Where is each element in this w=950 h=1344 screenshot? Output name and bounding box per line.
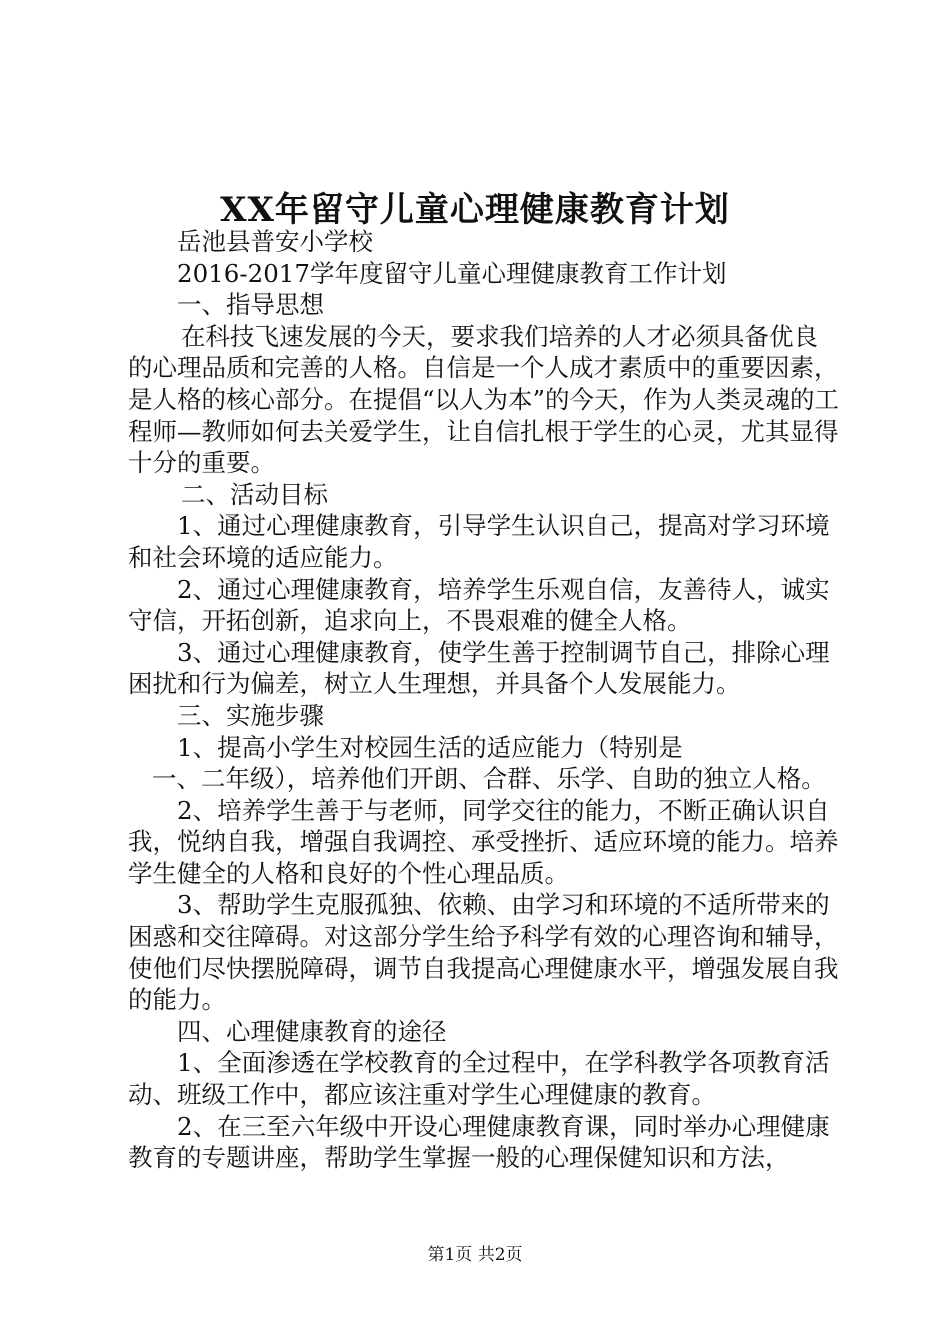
school-name: 岳池县普安小学校 xyxy=(177,227,373,256)
paragraph-guiding-thought: 在科技飞速发展的今天，要求我们培养的人才必须具备优良的心理品质和完善的人格。自信是一个人成才素质中的重要因素，是人格的核心部分。在提倡“以人为本”的今天，作为人类灵魂的工程师—教师如何去关爱学生，让自信扎根于学生的心灵，尤其显得十分的重要。 xyxy=(128,321,840,478)
goal-item-2: 2、通过心理健康教育，培养学生乐观自信，友善待人，诚实守信，开拓创新，追求向上，不畏艰难的健全人格。 xyxy=(128,574,830,636)
step-item-1: 1、提高小学生对校园生活的适应能力（特别是 xyxy=(177,732,683,762)
section-heading-4: 四、心理健康教育的途径 xyxy=(177,1016,447,1046)
goal-item-3: 3、通过心理健康教育，使学生善于控制调节自己，排除心理困扰和行为偏差，树立人生理想，并具备个人发展能力。 xyxy=(128,637,830,699)
section-heading-2: 二、活动目标 xyxy=(181,479,328,509)
approach-item-1: 1、全面渗透在学校教育的全过程中，在学科教学各项教育活动、班级工作中，都应该注重对学生心理健康的教育。 xyxy=(128,1048,830,1110)
approach-item-2: 2、在三至六年级中开设心理健康教育课，同时举办心理健康教育的专题讲座，帮助学生掌握一般的心理保健知识和方法， xyxy=(128,1111,830,1173)
step-item-2: 2、培养学生善于与老师，同学交往的能力，不断正确认识自我，悦纳自我，增强自我调控、承受挫折、适应环境的能力。培养学生健全的人格和良好的个性心理品质。 xyxy=(128,795,839,888)
page-number: 第1页 共2页 xyxy=(427,1245,523,1265)
plan-subtitle: 2016-2017学年度留守儿童心理健康教育工作计划 xyxy=(177,258,727,288)
section-heading-1: 一、指导思想 xyxy=(177,290,324,320)
goal-item-1: 1、通过心理健康教育，引导学生认识自己，提高对学习环境和社会环境的适应能力。 xyxy=(128,511,830,572)
step-item-1-continued: 一、二年级），培养他们开朗、合群、乐学、自助的独立人格。 xyxy=(152,764,826,794)
section-heading-3: 三、实施步骤 xyxy=(177,700,324,730)
document-title: XX年留守儿童心理健康教育计划 xyxy=(220,190,730,230)
step-item-3: 3、帮助学生克服孤独、依赖、由学习和环境的不适所带来的困惑和交往障碍。对这部分学生给予科学有效的心理咨询和辅导，使他们尽快摆脱障碍，调节自我提高心理健康水平，增强发展自我的能力。 xyxy=(128,890,839,1015)
document-body xyxy=(128,226,840,1174)
